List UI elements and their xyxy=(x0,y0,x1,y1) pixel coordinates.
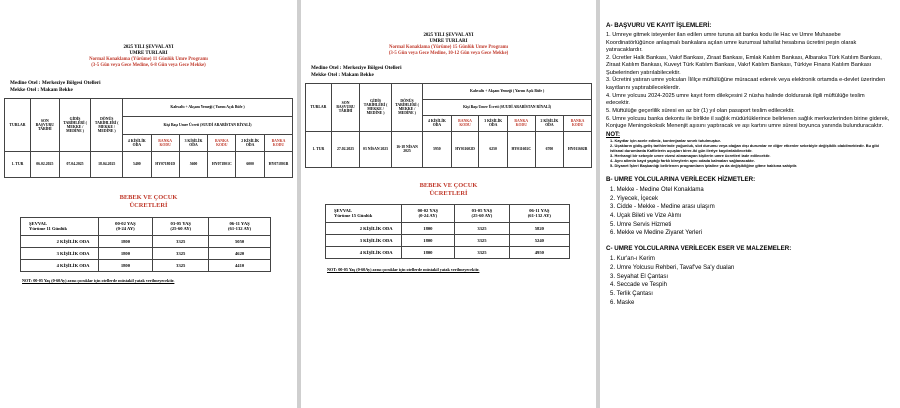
col-banka: BANKA KODU xyxy=(507,115,535,131)
list-item: 4. Seccade ve Tespih xyxy=(610,282,667,289)
price-cell: 3325 xyxy=(455,222,510,234)
col-banka: BANKA KODU xyxy=(264,134,292,151)
price-cell: 1800 xyxy=(401,234,455,246)
table-row xyxy=(306,131,592,167)
age-label: 00-02 YAŞ xyxy=(417,207,439,213)
cell-price: 6000 xyxy=(236,151,265,177)
note-item: 2- Uçakların gidiş-geliş tarihlerinde yoğunluk, slot durumu veya olağan dışı durumlar ve diğer etkenler sebebiyle değişiklik olabilmektedir. Bu gibi istisnai durumlarda Kafilelerin uçuşları birer-iki gün ileriye kaydırılabilecektir. xyxy=(610,143,879,154)
col-banka: BANKA KODU xyxy=(151,134,179,151)
page-right xyxy=(600,0,900,408)
cell-gidis: 07.04.2025 xyxy=(59,151,91,177)
age-months: (61-132 AY) xyxy=(228,226,252,232)
price-cell: 3325 xyxy=(455,246,510,258)
hotel-info xyxy=(0,69,297,94)
section-c-list xyxy=(606,255,890,307)
age-label: 00-02 YAŞ xyxy=(115,220,136,226)
col-son: SON BAŞVURU TARİHİ xyxy=(30,98,59,151)
cell-son: 06.02.2025 xyxy=(30,151,59,177)
note-item: 4- Aynı ailenin kayıt yaptığı farklı bireylerin aynı odada kalmaları sağlanacaktır. xyxy=(610,157,755,163)
col-2kisi: 2 KİŞİLİK ODA xyxy=(535,115,563,131)
price-cell: 4410 xyxy=(209,259,271,271)
note-item: 5- Diyanet İşleri Başkanlığı belirlenen programların iptaline ya da değişikliğine gitme hakkına sahiptir. xyxy=(610,162,798,168)
table-row xyxy=(326,222,570,234)
col-3kisi: 3 KİŞİLİK ODA xyxy=(179,134,208,151)
age-months: (0-24 AY) xyxy=(418,213,438,219)
season-sub: Yürüme 15 Günlük xyxy=(334,213,373,219)
room-cell: 4 KİŞİLİK ODA xyxy=(21,259,99,271)
col-son: SON BAŞVURU TARİHİ xyxy=(331,83,360,131)
table-row xyxy=(326,246,570,258)
list-item: 5. Müftülüğe geçerlilik süresi en az bir (1) yıl olan pasaport teslim edilecektir. xyxy=(606,107,795,114)
list-item: 2. Ücretler Halk Bankası, Vakıf Bankası, Ziraat Bankası, Emlak Katılım Bankası, Albaraka Türk Katılım Bankası, Ziraat Katılım Bankası, Kuveyt Türk Katılım Bankası, Vakıf Katılım Bankası, Türkiye Finans Katılım Bankası Şubelerinden yatırılabilecektir. xyxy=(606,54,882,76)
program-duration: (3-5 Gün veya Gece Medine, 10-12 Gün veya Gece Mekke) xyxy=(388,50,509,56)
notes-list xyxy=(606,139,890,168)
price-cell: 1800 xyxy=(401,222,455,234)
child-title-line2: ÜCRETLERİ xyxy=(129,201,168,209)
col-banka: BANKA KODU xyxy=(564,115,592,131)
price-cell: 1800 xyxy=(401,246,455,258)
age-label: 06-11 YAŞ xyxy=(229,220,250,226)
cell-gidis: 03 NİSAN 2025 xyxy=(360,131,391,167)
price-cell: 5240 xyxy=(509,234,569,246)
cell-code: HY071801D xyxy=(151,151,179,177)
cell-donus: 16-18 NİSAN 2025 xyxy=(391,131,422,167)
child-col-3-5 xyxy=(153,217,209,235)
list-item: 6. Mekke ve Medine Ziyaret Yerleri xyxy=(610,230,703,237)
mekke-hotel: Mekke Otel : Makam Bekke xyxy=(10,86,73,93)
cell-price: 5950 xyxy=(423,131,451,167)
cell-code: HY011602D xyxy=(451,131,479,167)
cell-code: HY011602C xyxy=(507,131,535,167)
price-cell: 3325 xyxy=(455,234,510,246)
cell-price: 6700 xyxy=(535,131,563,167)
col-banka: BANKA KODU xyxy=(451,115,479,131)
child-price-table xyxy=(20,217,271,272)
page-left xyxy=(0,0,297,408)
age-months: (25-60 AY) xyxy=(471,213,493,219)
price-cell: 3325 xyxy=(153,259,209,271)
medine-hotel: Medine Otel : Merkeziye Bölgesi Otelleri xyxy=(311,64,402,71)
price-cell: 1800 xyxy=(98,235,153,247)
age-label: 06-11 YAŞ xyxy=(529,207,550,213)
not-label: NOT: xyxy=(606,131,620,138)
room-cell: 3 KİŞİLİK ODA xyxy=(21,247,99,259)
section-b-title: B- UMRE YOLCULARINA VERİLECEK HİZMETLER: xyxy=(606,175,756,183)
age-months: (25-60 AY) xyxy=(170,226,192,232)
col-turlar: TURLAR xyxy=(306,83,332,131)
program-header xyxy=(0,45,297,69)
medine-hotel: Medine Otel : Merkeziye Bölgesi Otelleri xyxy=(10,79,101,86)
child-prices-title xyxy=(301,182,596,198)
season-sub: Yürüme 11 Günlük xyxy=(29,226,68,232)
col-3kisi: 3 KİŞİLİK ODA xyxy=(479,115,507,131)
col-2kisi: 2 KİŞİLİK ODA xyxy=(236,134,265,151)
program-name: Normal Konaklama (Yürüme) 15 Günlük Umre Programı xyxy=(389,44,508,50)
child-title-line1: BEBEK VE ÇOCUK xyxy=(419,181,478,189)
section-a-title: A- BAŞVURU VE KAYIT İŞLEMLERİ: xyxy=(606,22,712,29)
child-title-line2: ÜCRETLERİ xyxy=(429,189,468,197)
age-months: (61-132 AY) xyxy=(527,213,551,219)
price-cell: 5050 xyxy=(209,235,271,247)
section-b-list xyxy=(606,186,890,238)
child-col-season xyxy=(326,204,402,222)
cell-donus: 18.04.2025 xyxy=(91,151,123,177)
list-item: 4. Uçak Bileti ve Vize Alımı xyxy=(610,212,682,219)
program-header xyxy=(301,33,596,57)
col-kisi: Kişi Başı Umre Ücreti (SUUDİ ARABİSTAN RİYALİ) xyxy=(423,99,592,115)
col-donus: DÖNÜŞ TARİHLERİ ( MEKKE / MEDİNE ) xyxy=(391,83,422,131)
program-name: Normal Konaklama (Yürüme) 11 Günlük Umre Programı xyxy=(89,56,208,62)
header-subtitle: UMRE TURLARI xyxy=(429,38,468,44)
col-kahvalti: Kahvaltı + Akşam Yemeği ( Yarım Açık Büfe ) xyxy=(123,98,293,116)
list-item: 1. Umreye gitmek isteyenler ilan edilen umre turuna ait banka kodu ile Hac ve Umre Muhasebe Koordinatörlüğünce anlaşmalı bankalara açılan umre kurumsal tahsilat hesabına ücretini peşin olarak yatıracaklardır. xyxy=(606,32,857,53)
section-a-list xyxy=(606,32,890,130)
price-cell: 5820 xyxy=(509,222,569,234)
price-cell: 1800 xyxy=(98,247,153,259)
table-row xyxy=(21,259,271,271)
note-item: 1- Kayıtlar için acele edimiz, kontenjanlar sınırlı tutulmuştur. xyxy=(610,138,721,144)
child-note: NOT: 00-05 Yaş (0-60Ay) arası çocuklar için otellerde müstakil yatak verilmeyecektir. xyxy=(22,277,175,283)
list-item: 6. Umre yolcusu banka dekontu ile birlikte il sağlık müdürlüklerince belirlenen sağlık merkezlerinden birine giderek, Konjuge Meningokoksik Menenjit aşısını yaptıracak ve aşı kartını umre süresi boyunca yanında bulunduracaktır. xyxy=(606,115,890,130)
col-kahvalti: Kahvaltı + Akşam Yemeği ( Yarım Açık Büfe ) xyxy=(423,83,592,99)
list-item: 3. Cidde - Mekke - Medine arası ulaşım xyxy=(610,204,715,211)
price-cell: 4620 xyxy=(209,247,271,259)
table-row xyxy=(21,235,271,247)
list-item: 5. Terlik Çantası xyxy=(610,290,653,297)
child-title-line1: BEBEK VE ÇOCUK xyxy=(119,193,178,201)
table-row xyxy=(326,234,570,246)
cell-price: 6250 xyxy=(479,131,507,167)
child-note: NOT: 00-05 Yaş (0-60Ay) arası çocuklar için otellerde müstakil yatak verilmeyecektir. xyxy=(327,266,480,272)
list-item: 2. Umre Yolcusu Rehberi, Tavaf've Sa'y duaları xyxy=(610,264,735,271)
cell-code: HY071801C xyxy=(208,151,236,177)
age-months: (0-24 AY) xyxy=(116,226,135,232)
section-c-title: C- UMRE YOLCULARINA VERİLECEK ESER VE MALZEMELER: xyxy=(606,245,792,253)
list-item: 1. Mekke - Medine Otel Konaklama xyxy=(610,186,704,193)
room-cell: 2 KİŞİLİK ODA xyxy=(21,235,99,247)
child-col-season xyxy=(21,217,99,235)
list-item: 3. Ücretini yatıran umre yolcuları İl/ilçe müftülüğüne müracaat ederek veya elektronik ortamda e-devlet üzerinden kayıtlarını yaptırabileceklerdir. xyxy=(606,77,886,91)
header-subtitle: UMRE TURLARI xyxy=(129,50,168,56)
hotel-info xyxy=(301,57,596,79)
season-label: ŞEVVAL xyxy=(334,207,353,213)
cell-tur: 1. TUR xyxy=(306,131,332,167)
child-col-0-2 xyxy=(401,204,455,222)
col-donus: DÖNÜŞ TARİHLERİ ( MEKKE / MEDİNE ) xyxy=(91,98,123,151)
season-label: ŞEVVAL xyxy=(29,220,48,226)
list-item: 2. Yiyecek, İçecek xyxy=(610,195,659,202)
col-4kisi: 4 KİŞİLİK ODA xyxy=(123,134,152,151)
col-gidis: GİDİŞ TARİHLERİ ( MEKKE / MEDİNE ) xyxy=(59,98,91,151)
col-banka: BANKA KODU xyxy=(208,134,236,151)
col-kisi: Kişi Başı Umre Ücreti (SUUDİ ARABİSTAN RİYALİ) xyxy=(123,116,293,134)
mekke-hotel: Mekke Otel : Makam Bekke xyxy=(311,71,374,78)
list-item: 3. Seyahat El Çantası xyxy=(610,273,669,280)
table-row xyxy=(21,247,271,259)
child-col-0-2 xyxy=(98,217,153,235)
list-item: 6. Maske xyxy=(610,299,635,306)
col-4kisi: 4 KİŞİLİK ODA xyxy=(423,115,451,131)
price-table xyxy=(4,98,293,178)
page-middle xyxy=(301,0,596,408)
table-row xyxy=(5,151,293,177)
note-item: 3- Herhangi bir sebeple umre vizesi alınamayan kişilerin umre ücretleri iade edilecektir. xyxy=(610,153,771,159)
price-table xyxy=(305,83,592,168)
cell-code: HY011602B xyxy=(564,131,592,167)
cell-tur: 1. TUR xyxy=(5,151,31,177)
child-col-3-5 xyxy=(455,204,510,222)
col-gidis: GİDİŞ TARİHLERİ ( MEKKE / MEDİNE ) xyxy=(360,83,391,131)
room-cell: 4 KİŞİLİK ODA xyxy=(326,246,402,258)
age-label: 03-05 YAŞ xyxy=(170,220,191,226)
list-item: 4. Umre yolcusu 2024-2025 umre kayıt form dilekçesini 2 nüsha halinde doldurarak ilgili müftülüğe teslim edecektir. xyxy=(606,92,865,107)
cell-code: HY071801B xyxy=(264,151,292,177)
child-col-6-11 xyxy=(209,217,271,235)
room-cell: 2 KİŞİLİK ODA xyxy=(326,222,402,234)
col-turlar: TURLAR xyxy=(5,98,31,151)
cell-son: 27.02.2025 xyxy=(331,131,360,167)
room-cell: 3 KİŞİLİK ODA xyxy=(326,234,402,246)
program-duration: (3-5 Gün veya Gece Medine, 6-8 Gün veya Gece Mekke) xyxy=(91,62,206,68)
price-cell: 4950 xyxy=(509,246,569,258)
age-label: 03-05 YAŞ xyxy=(471,207,493,213)
list-item: 1. Kur'an-ı Kerim xyxy=(610,256,655,263)
cell-price: 5400 xyxy=(123,151,152,177)
header-title: 2025 YILI ŞEVVAL AYI xyxy=(123,45,174,50)
header-title: 2025 YILI ŞEVVAL AYI xyxy=(423,33,474,38)
cell-price: 5600 xyxy=(179,151,208,177)
child-col-6-11 xyxy=(509,204,569,222)
list-item: 5. Umre Servis Hizmeti xyxy=(610,221,672,228)
child-price-table xyxy=(325,204,570,259)
child-prices-title xyxy=(0,194,297,210)
price-cell: 1800 xyxy=(98,259,153,271)
price-cell: 3325 xyxy=(153,247,209,259)
price-cell: 3325 xyxy=(153,235,209,247)
